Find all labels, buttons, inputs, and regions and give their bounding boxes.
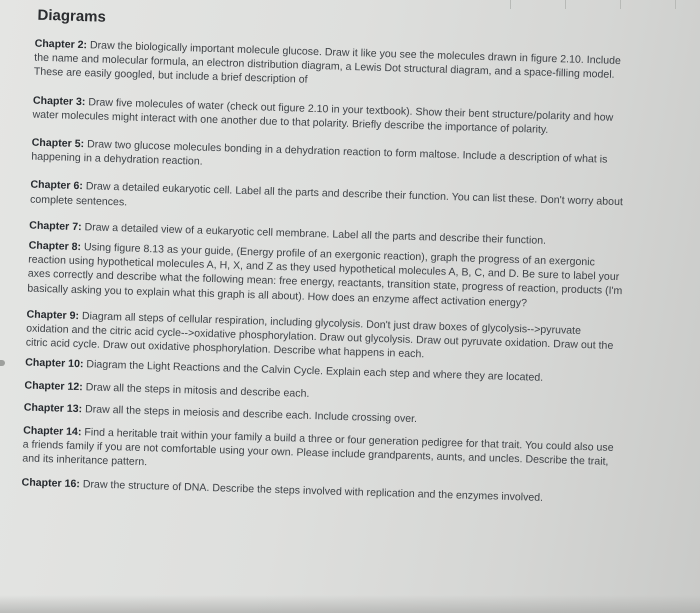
chapter-label: Chapter 5: <box>31 136 85 151</box>
chapter-label: Chapter 10: <box>25 356 84 371</box>
entry-chapter-14 <box>22 424 621 484</box>
chapter-label: Chapter 16: <box>21 476 81 490</box>
entry-chapter-6 <box>30 178 629 224</box>
entry-chapter-3 <box>32 93 631 139</box>
chapter-label: Chapter 2: <box>34 37 88 52</box>
entry-chapter-5 <box>31 136 630 182</box>
page-edge-shadow <box>0 595 700 613</box>
chapter-text: Draw all the steps in meiosis and describe each. Include crossing over. <box>84 403 418 425</box>
chapter-text: Draw a detailed eukaryotic cell. Label all the parts and describe their function. You can list these. Don't worry about complete sentences. <box>29 180 624 209</box>
chapter-text: Draw the structure of DNA. Describe the steps involved with replication and the enzymes involved. <box>82 477 544 504</box>
chapter-label: Chapter 14: <box>22 424 82 439</box>
chapter-text: Using figure 8.13 as your guide, (Energy profile of an exergonic reaction), graph the progress of an exergonic reaction using hypothetical molecules A, H, X, and Z as they used hypothetical molecules A, B, C, and D. Be sure to label your axes correctly and describe what the following mean: free energy, reactants, transition state, progress of reaction, products (I'm basically asking you to explain what this graph is all about). How does an enzyme affect activation energy? <box>27 241 623 309</box>
entry-chapter-8 <box>27 239 626 314</box>
chapter-text: Diagram all steps of cellular respiration, including glycolysis. Don't just draw boxes of glycolysis-->pyruvate oxidation and the citric acid cycle-->oxidative phosphorylation. Draw out glycolysis. Draw out pyruvate oxidation. Draw out the citric acid cycle. Draw out oxidative phosphorylation. Describe what happens in each. <box>25 310 614 361</box>
chapter-label: Chapter 12: <box>24 379 83 393</box>
chapter-label: Chapter 3: <box>32 94 86 108</box>
chapter-text: Draw the biologically important molecule glucose. Draw it like you see the molecules drawn in figure 2.10. Include the name and molecular formula, an electron distribution diagram, a Lewis Dot structural diagram, and a space-filling model. These are easily googled, but include a brief description of <box>33 39 622 87</box>
chapter-label: Chapter 7: <box>29 219 82 233</box>
chapter-text: Diagram the Light Reactions and the Calvin Cycle. Explain each step and where they are located. <box>86 358 544 385</box>
chapter-text: Draw all the steps in mitosis and describe each. <box>85 380 310 400</box>
chapter-label: Chapter 9: <box>26 308 80 322</box>
page-title: Diagrams <box>37 6 107 26</box>
chapter-label: Chapter 6: <box>30 178 84 193</box>
chapter-text: Draw a detailed view of a eukaryotic cell membrane. Label all the parts and describe their function. <box>84 221 547 247</box>
chapter-text: Draw five molecules of water (check out figure 2.10 in your textbook). Show their bent structure/polarity and how water molecules might interact with one another due to that polarity. Briefly describe the importance of polarity. <box>32 95 614 136</box>
chapter-text: Find a heritable trait within your family a build a three or four generation pedigree for that trait. You could also use a friends family if you are not comfortable using your own. Please include grandparents, aunts, and uncles. Describe the trait, and its inheritance pattern. <box>22 426 614 469</box>
header-bar <box>470 0 700 9</box>
chapter-text: Draw two glucose molecules bonding in a dehydration reaction to form maltose. Include a description of what is happening in a dehydration reaction. <box>31 138 608 168</box>
chapter-label: Chapter 8: <box>28 239 82 254</box>
chapter-label: Chapter 13: <box>23 401 83 416</box>
